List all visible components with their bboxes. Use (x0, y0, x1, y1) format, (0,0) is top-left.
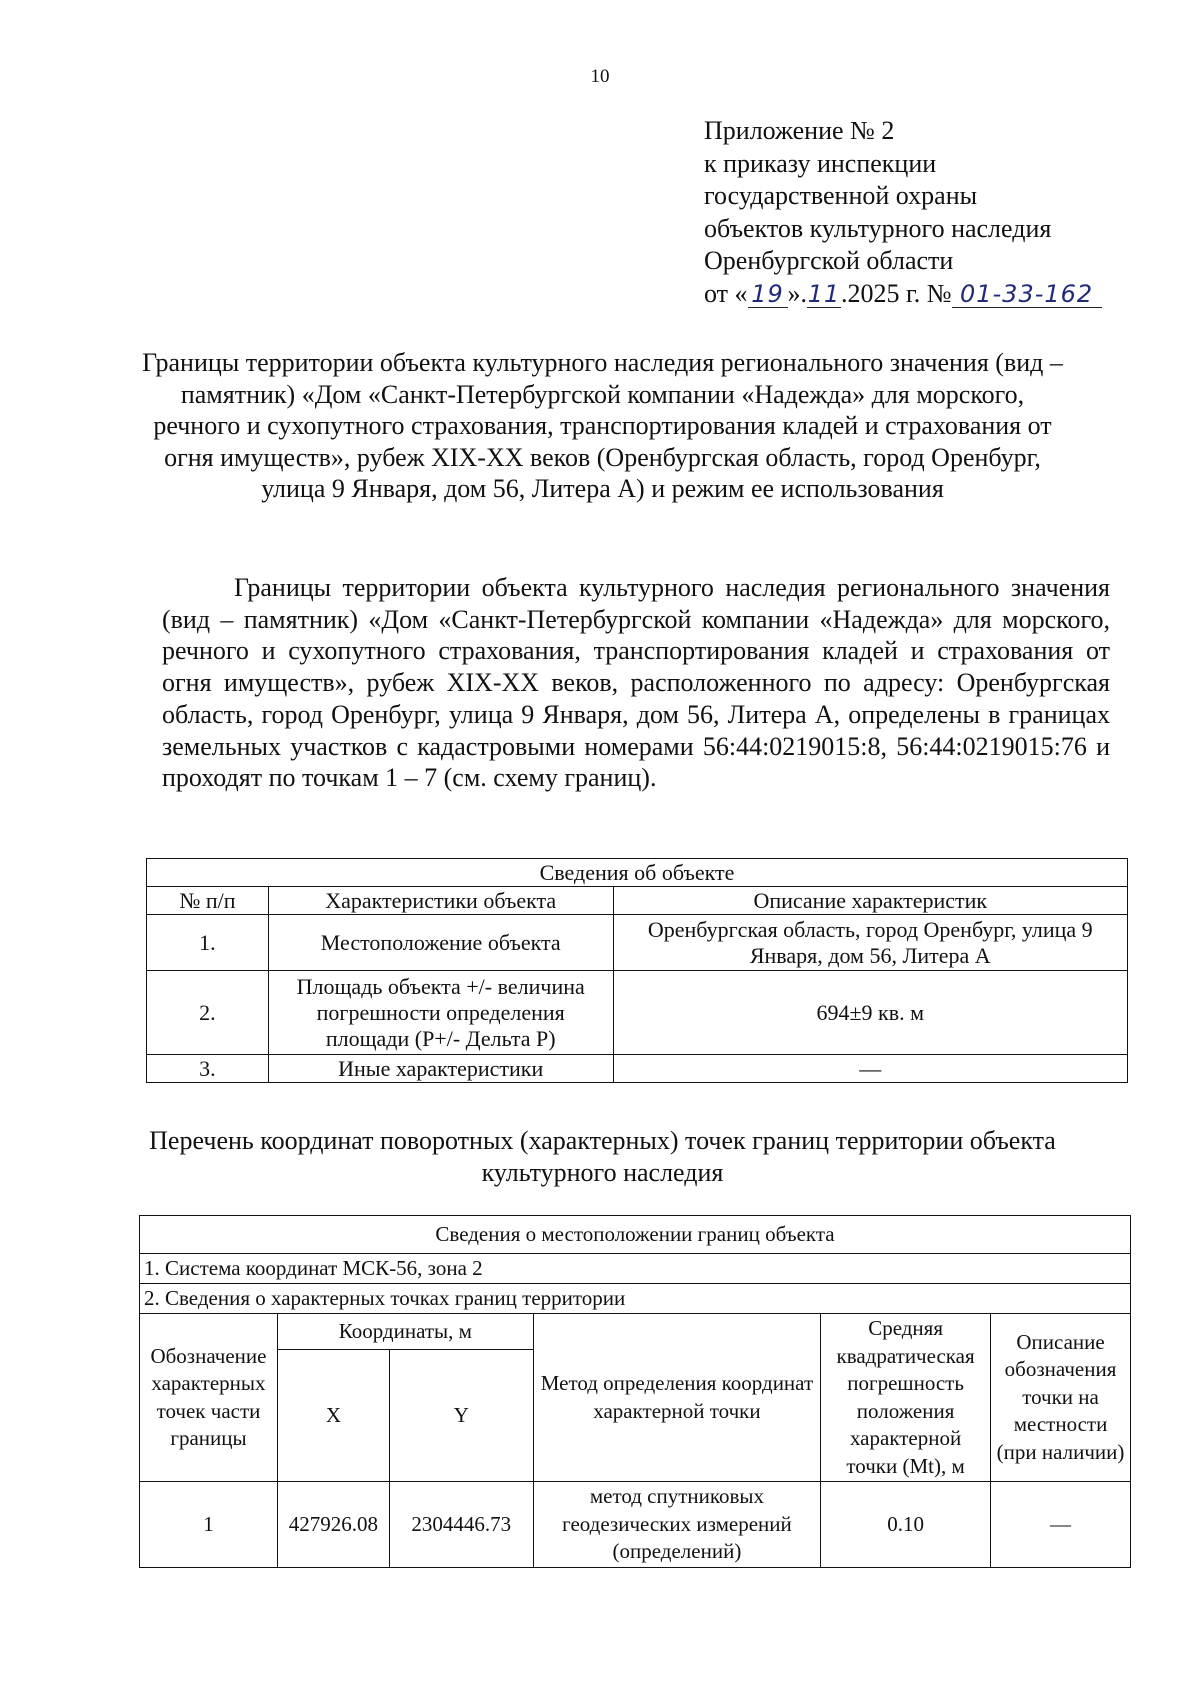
table-row (147, 971, 1128, 1055)
table-header-row (140, 1314, 1131, 1350)
column-header: Координаты, м (277, 1314, 533, 1350)
column-header: Обозначение характерных точек части границы (140, 1314, 278, 1482)
table-cell: 0.10 (821, 1482, 991, 1568)
document-title: Границы территории объекта культурного наследия регионального значения (вид – памятник) «Дом «Санкт-Петербургской компании «Надежда» для морского, речного и сухопутного страхования, транспортирования кладей и страхования от огня имуществ», рубеж XIX-XX веков (Оренбургская область, город Оренбург, улица 9 Января, дом 56, Литера А) и режим ее использования (142, 348, 1063, 503)
date-suffix: .2025 г. № (841, 278, 952, 308)
table-cell: 2. (147, 971, 269, 1055)
column-header: X (277, 1350, 389, 1482)
column-header: № п/п (147, 887, 269, 915)
table-cell: 1 (140, 1482, 278, 1568)
handwritten-month: 11 (807, 279, 841, 308)
table-cell: 2304446.73 (389, 1482, 533, 1568)
table-caption: Сведения о местоположении границ объекта (140, 1216, 1131, 1254)
column-header: Характеристики объекта (268, 887, 613, 915)
table-cell: — (991, 1482, 1131, 1568)
object-info-table (146, 858, 1128, 1083)
appendix-date-line (704, 278, 1174, 311)
table-cell: Оренбургская область, город Оренбург, улица 9 Января, дом 56, Литера А (613, 915, 1127, 971)
coordinates-table (139, 1215, 1131, 1568)
table-header-row (147, 887, 1128, 915)
handwritten-day: 19 (748, 281, 788, 308)
appendix-line: объектов культурного наследия (704, 213, 1052, 243)
table-cell: Площадь объекта +/- величина погрешности определения площади (P+/- Дельта P) (268, 971, 613, 1055)
column-header: Описание обозначения точки на местности (при наличии) (991, 1314, 1131, 1482)
appendix-line: к приказу инспекции (704, 148, 937, 178)
table-cell: — (613, 1055, 1127, 1083)
column-header: Метод определения координат характерной точки (533, 1314, 820, 1482)
table-row (147, 915, 1128, 971)
appendix-block (704, 115, 1174, 310)
table-caption-row (140, 1216, 1131, 1254)
table-cell: 427926.08 (277, 1482, 389, 1568)
column-header: Описание характеристик (613, 887, 1127, 915)
table-cell: метод спутниковых геодезических измерений (определений) (533, 1482, 820, 1568)
column-header: Средняя квадратическая погрешность положения характерной точки (Mt), м (821, 1314, 991, 1482)
appendix-line: государственной охраны (704, 181, 978, 210)
coordinate-system: 1. Система координат МСК-56, зона 2 (140, 1254, 1131, 1284)
points-caption: 2. Сведения о характерных точках границ территории (140, 1284, 1131, 1314)
table-caption-row (147, 859, 1128, 887)
table-cell: 1. (147, 915, 269, 971)
appendix-line: Приложение № 2 (704, 116, 895, 145)
date-prefix: от « (704, 278, 748, 308)
table-caption: Сведения об объекте (147, 859, 1128, 887)
appendix-line: Оренбургской области (704, 246, 954, 275)
table-row (140, 1482, 1131, 1568)
table-row (140, 1284, 1131, 1314)
page-number: 10 (590, 66, 610, 87)
table-row (147, 1055, 1128, 1083)
coordinates-list-title: Перечень координат поворотных (характерных) точек границ территории объекта культурного наследия (149, 1126, 1056, 1187)
table-cell: 694±9 кв. м (613, 971, 1127, 1055)
table-cell: Иные характеристики (268, 1055, 613, 1083)
table-cell: Местоположение объекта (268, 915, 613, 971)
table-cell: 3. (147, 1055, 269, 1083)
handwritten-order-number: 01-33-162 (952, 281, 1102, 308)
table-row (140, 1254, 1131, 1284)
column-header: Y (389, 1350, 533, 1482)
body-paragraph: Границы территории объекта культурного наследия регионального значения (вид – памятник) «Дом «Санкт-Петербургской компании «Надежда» для морского, речного и сухопутного страхования, транспортирования кладей и страхования от огня имуществ», рубеж XIX-XX веков, расположенного по адресу: Оренбургская область, город Оренбург, улица 9 Января, дом 56, Литера А, определены в границах земельных участков с кадастровыми номерами 56:44:0219015:8, 56:44:0219015:76 и проходят по точкам 1 – 7 (см. схему границ). (162, 573, 1110, 793)
date-mid: ». (787, 278, 808, 308)
